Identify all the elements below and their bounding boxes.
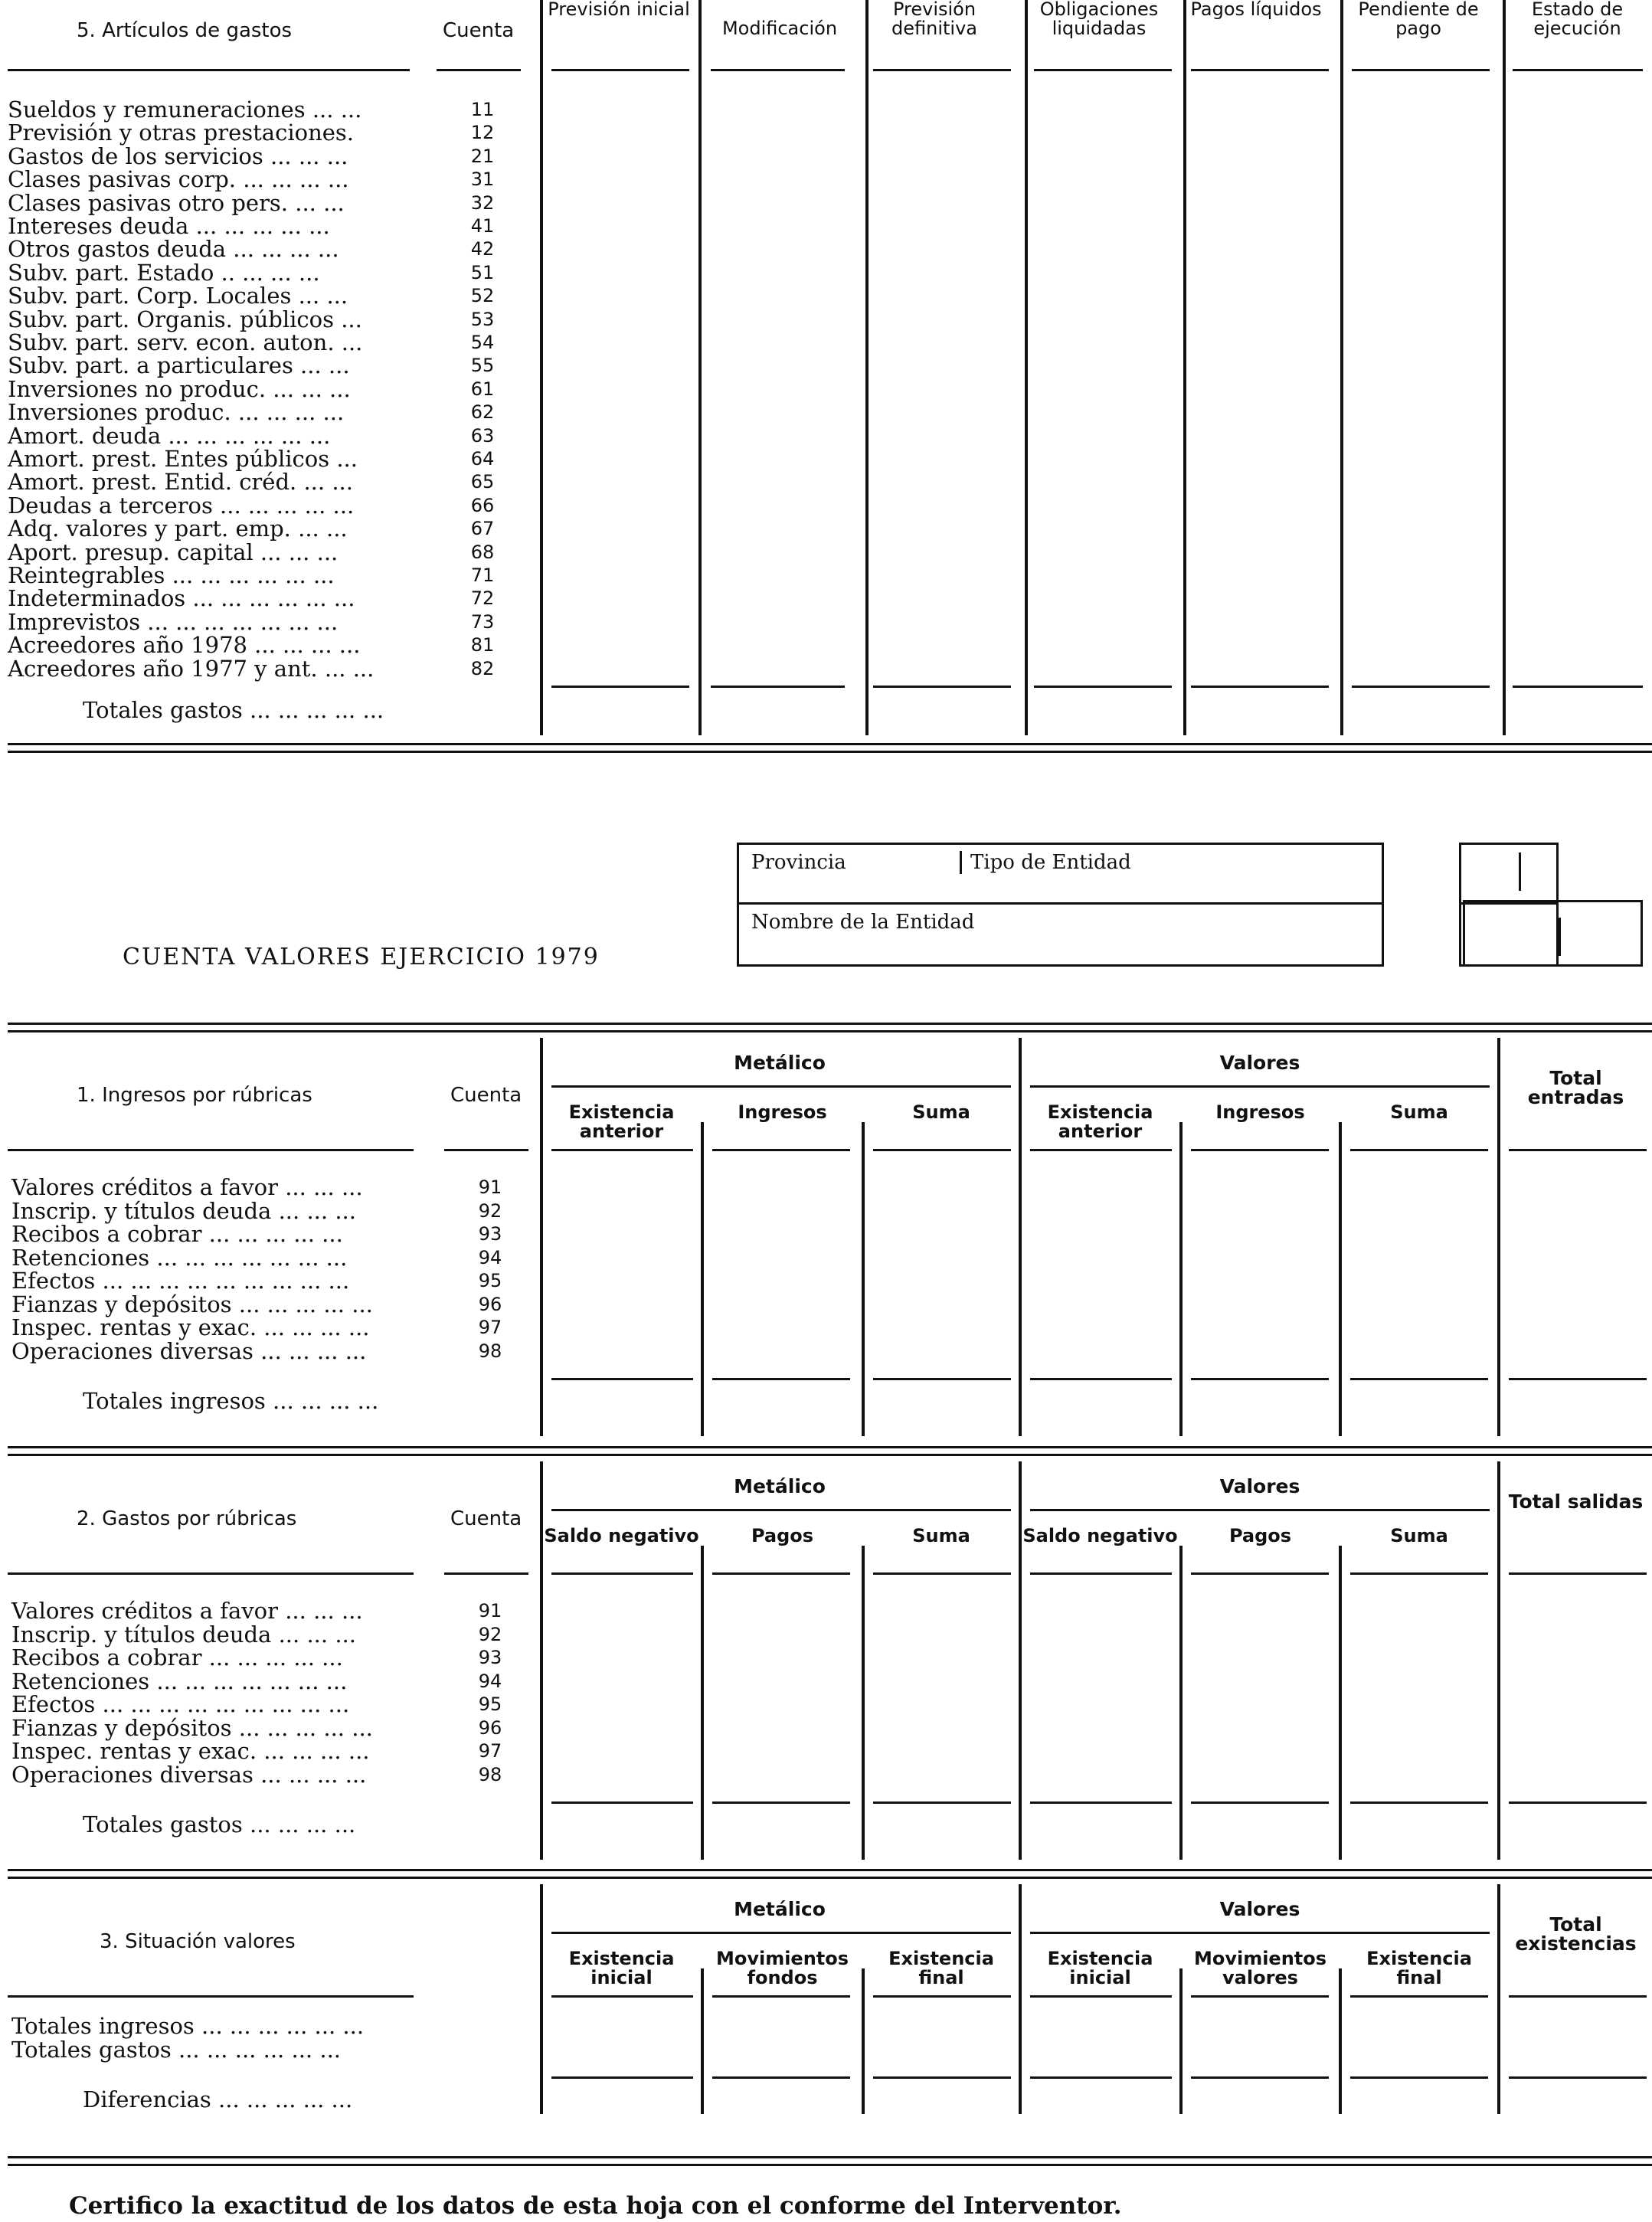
sub-header: Movimientos fondos [715,1948,849,1988]
sub-header: Suma [1390,1525,1448,1546]
col-header-prevision-definitiva: Previsión definitiva [891,0,977,39]
sub-header: Movimientos valores [1193,1948,1327,1988]
total-label: Totales gastos ... ... ... ... ... [83,697,384,723]
total-header: Total salidas [1508,1491,1644,1513]
expense-row-label: Inversiones no produc. ... ... ... [8,375,351,402]
row-label: Fianzas y depósitos ... ... ... ... ... [11,1714,373,1741]
expense-row-code: 72 [470,587,495,610]
sub-header: Suma [912,1525,970,1546]
certification-text: Certifico la exactitud de los datos de esta hoja con el conforme del Interventor. [69,2192,1122,2220]
expense-row-code: 61 [470,378,495,400]
total-header: Total existencias [1515,1913,1637,1955]
sub-header: Ingresos [738,1101,827,1123]
page-title: CUENTA VALORES EJERCICIO 1979 [123,944,600,970]
total-label: Diferencias ... ... ... ... ... [83,2086,353,2112]
row-code: 93 [478,1223,502,1245]
row-code: 91 [478,1176,502,1198]
expense-row-code: 11 [470,99,495,120]
expense-row-code: 82 [470,657,495,679]
expense-row-code: 67 [470,518,495,540]
section-title: 3. Situación valores [100,1930,296,1953]
row-label: Valores créditos a favor ... ... ... [11,1598,363,1624]
expense-row-label: Inversiones produc. ... ... ... ... [8,399,345,426]
expense-row-code: 64 [470,448,495,470]
expense-row-code: 12 [470,122,495,144]
sub-header: Ingresos [1215,1101,1305,1123]
nombre-entidad-label: Nombre de la Entidad [751,911,975,934]
group-header-valores: Valores [1219,1052,1300,1074]
expense-row-code: 41 [470,215,495,237]
sub-header: Existencia anterior [568,1101,675,1142]
group-header-valores: Valores [1219,1898,1300,1920]
col-header-pagos-liquidos: Pagos líquidos [1190,0,1322,20]
expense-row-code: 73 [470,610,495,633]
row-code: 96 [478,1293,502,1315]
account-header: Cuenta [450,1507,522,1530]
col-header-prevision-inicial: Previsión inicial [548,0,690,20]
expense-row-code: 21 [470,145,495,167]
section-title: 1. Ingresos por rúbricas [77,1084,312,1107]
row-label: Fianzas y depósitos ... ... ... ... ... [11,1291,373,1317]
expense-row-code: 53 [470,308,495,330]
row-label: Operaciones diversas ... ... ... ... [11,1337,367,1364]
row-label: Inscrip. y títulos deuda ... ... ... [11,1197,356,1224]
expense-row-label: Subv. part. Estado .. ... ... ... [8,259,320,286]
sub-header: Existencia inicial [568,1948,675,1988]
expense-row-label: Amort. deuda ... ... ... ... ... ... [8,422,331,449]
expense-row-label: Clases pasivas corp. ... ... ... ... [8,166,349,193]
expense-row-label: Intereses deuda ... ... ... ... ... [8,213,330,239]
sub-header: Existencia final [1366,1948,1472,1988]
col-header-modificacion: Modificación [721,18,838,39]
expense-row-code: 62 [470,401,495,424]
expense-row-label: Deudas a terceros ... ... ... ... ... [8,492,355,519]
row-code: 91 [478,1600,502,1622]
row-label: Inspec. rentas y exac. ... ... ... ... [11,1314,370,1340]
row-label: Efectos ... ... ... ... ... ... ... ... ... [11,1268,350,1294]
expense-row-code: 54 [470,332,495,353]
expense-row-code: 31 [470,169,495,191]
expense-row-label: Amort. prest. Entid. créd. ... ... [8,469,353,496]
expense-row-label: Imprevistos ... ... ... ... ... ... ... [8,608,339,635]
account-header: Cuenta [443,19,515,42]
row-code: 94 [478,1246,502,1268]
code-box-2 [1463,900,1643,967]
expense-row-code: 65 [470,471,495,493]
sub-header: Suma [1390,1101,1448,1123]
row-code: 92 [478,1623,502,1645]
expense-row-label: Otros gastos deuda ... ... ... ... [8,236,339,263]
expense-row-code: 81 [470,634,495,656]
section-title: 5. Artículos de gastos [77,19,293,42]
expense-row-code: 52 [470,285,495,307]
tipo-entidad-label: Tipo de Entidad [970,851,1131,874]
row-label: Recibos a cobrar ... ... ... ... ... [11,1221,343,1247]
sub-header: Suma [912,1101,970,1123]
expense-row-label: Subv. part. Organis. públicos ... [8,306,362,332]
expense-row-label: Indeterminados ... ... ... ... ... ... [8,585,355,612]
expense-row-label: Adq. valores y part. emp. ... ... [8,515,348,542]
group-header-metalico: Metálico [734,1475,826,1497]
expense-row-code: 51 [470,261,495,283]
expense-row-label: Subv. part. a particulares ... ... [8,352,350,379]
entity-box [737,843,1384,967]
expense-row-code: 63 [470,424,495,447]
sub-header: Pagos [1228,1525,1292,1546]
row-code: 94 [478,1670,502,1692]
row-label: Inscrip. y títulos deuda ... ... ... [11,1621,356,1648]
row-code: 92 [478,1199,502,1222]
sub-header: Existencia inicial [1047,1948,1153,1988]
expense-row-label: Acreedores año 1977 y ant. ... ... [8,655,375,682]
expense-row-label: Amort. prest. Entes públicos ... [8,446,358,472]
group-header-metalico: Metálico [734,1052,826,1074]
row-code: 98 [478,1763,502,1785]
group-header-valores: Valores [1219,1475,1300,1497]
expense-row-code: 68 [470,541,495,563]
expense-row-label: Subv. part. Corp. Locales ... ... [8,283,348,309]
expense-row-label: Reintegrables ... ... ... ... ... ... [8,562,335,588]
expense-row-label: Clases pasivas otro pers. ... ... [8,189,345,216]
row-label: Recibos a cobrar ... ... ... ... ... [11,1644,343,1671]
sub-header: Pagos [751,1525,814,1546]
col-header-pendiente-pago: Pendiente de pago [1358,0,1479,39]
expense-row-label: Subv. part. serv. econ. auton. ... [8,329,363,355]
account-header: Cuenta [450,1084,522,1107]
row-label: Valores créditos a favor ... ... ... [11,1174,363,1200]
row-label: Efectos ... ... ... ... ... ... ... ... ... [11,1691,350,1717]
total-label: Totales gastos ... ... ... ... [83,1811,356,1837]
sub-header: Saldo negativo [544,1525,699,1546]
total-label: Totales ingresos ... ... ... ... [83,1388,379,1414]
expense-row-code: 71 [470,564,495,586]
sub-header: Existencia final [888,1948,994,1988]
sub-header: Existencia anterior [1047,1101,1153,1142]
row-label: Totales gastos ... ... ... ... ... ... [11,2036,342,2063]
expense-row-code: 66 [470,494,495,516]
row-code: 98 [478,1340,502,1362]
row-code: 93 [478,1647,502,1668]
group-header-metalico: Metálico [734,1898,826,1920]
row-code: 96 [478,1716,502,1739]
sub-header: Saldo negativo [1022,1525,1178,1546]
row-code: 97 [478,1740,502,1762]
total-header: Total entradas [1527,1067,1624,1108]
row-label: Retenciones ... ... ... ... ... ... ... [11,1667,348,1694]
expense-row-code: 32 [470,191,495,214]
row-label: Operaciones diversas ... ... ... ... [11,1761,367,1788]
provincia-label: Provincia [751,851,846,874]
col-header-estado-ejecucion: Estado de ejecución [1531,0,1624,39]
row-label: Retenciones ... ... ... ... ... ... ... [11,1244,348,1271]
expense-row-code: 42 [470,238,495,260]
row-code: 97 [478,1317,502,1338]
expense-row-label: Gastos de los servicios ... ... ... [8,142,348,169]
expense-row-label: Aport. presup. capital ... ... ... [8,538,339,565]
expense-row-label: Previsión y otras prestaciones. [8,119,355,146]
section-title: 2. Gastos por rúbricas [77,1507,297,1530]
row-label: Totales ingresos ... ... ... ... ... ... [11,2013,365,2039]
row-code: 95 [478,1693,502,1715]
row-label: Inspec. rentas y exac. ... ... ... ... [11,1738,370,1764]
expense-row-label: Sueldos y remuneraciones ... ... [8,97,362,123]
col-header-obligaciones: Obligaciones liquidadas [1039,0,1159,39]
expense-row-label: Acreedores año 1978 ... ... ... ... [8,632,361,659]
expense-row-code: 55 [470,355,495,377]
row-code: 95 [478,1270,502,1291]
